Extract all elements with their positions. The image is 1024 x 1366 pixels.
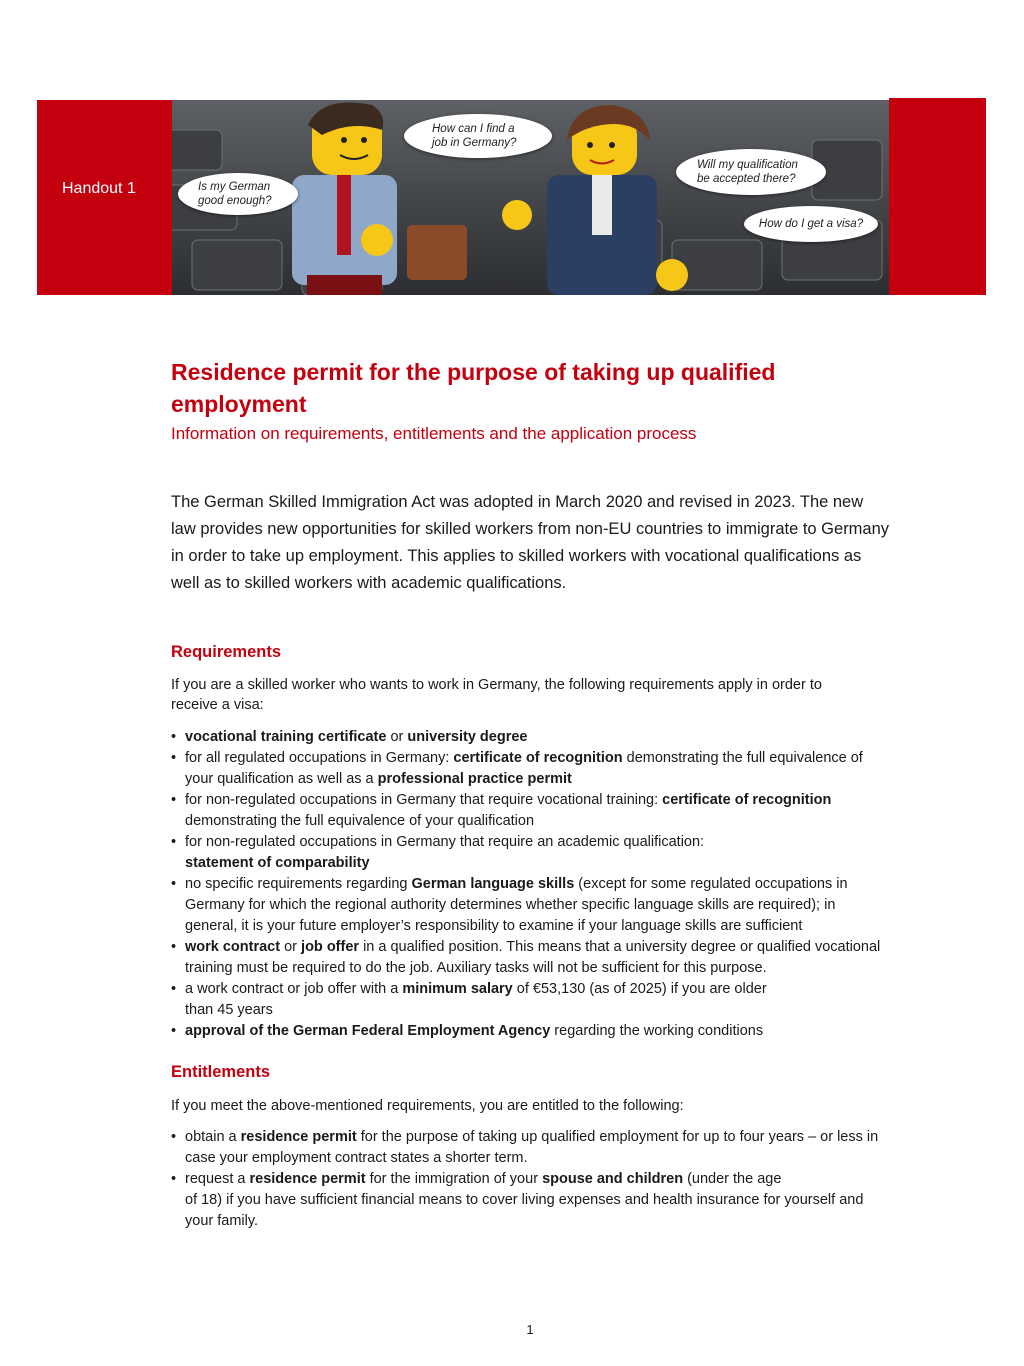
header-red-panel-left xyxy=(37,100,172,295)
list-item: • no specific requirements regarding German language skills (except for some regulated occupations in Germany for which the regional authority determines whether specific language skills are required); in general, it is your future employer’s responsibility to examine if your language skills are sufficient xyxy=(171,874,891,937)
speech-bubble-qualification: Will my qualification be accepted there? xyxy=(676,149,826,195)
requirements-intro: If you are a skilled worker who wants to work in Germany, the following requirements apply in order to receive a visa: xyxy=(171,677,822,713)
requirements-list xyxy=(171,727,891,1042)
handout-label: Handout 1 xyxy=(62,180,136,197)
list-item: • request a residence permit for the immigration of your spouse and children (under the age of 18) if you have sufficient financial means to cover living expenses and health insurance for yourself and your family. xyxy=(171,1169,891,1232)
entitlements-heading: Entitlements xyxy=(171,1063,271,1081)
list-item: • vocational training certificate or university degree xyxy=(171,727,891,748)
list-item: • obtain a residence permit for the purpose of taking up qualified employment for up to four years – or less in case your employment contract states a shorter term. xyxy=(171,1127,891,1169)
page-subtitle: Information on requirements, entitlements and the application process xyxy=(171,424,697,443)
list-item: • for non-regulated occupations in Germany that require an academic qualification: statement of comparability xyxy=(171,832,891,874)
list-item: • for all regulated occupations in Germany: certificate of recognition demonstrating the full equivalence of your qualification as well as a professional practice permit xyxy=(171,748,891,790)
entitlements-intro: If you meet the above-mentioned requirements, you are entitled to the following: xyxy=(171,1098,684,1114)
list-item: • approval of the German Federal Employment Agency regarding the working conditions xyxy=(171,1021,891,1042)
list-item: • a work contract or job offer with a minimum salary of €53,130 (as of 2025) if you are older than 45 years xyxy=(171,979,891,1021)
list-item: • work contract or job offer in a qualified position. This means that a university degree or qualified vocational training must be required to do the job. Auxiliary tasks will not be sufficient for this purpose. xyxy=(171,937,891,979)
header-image xyxy=(172,100,889,295)
entitlements-list xyxy=(171,1127,891,1232)
speech-bubble-german: Is my German good enough? xyxy=(178,173,298,215)
intro-paragraph: The German Skilled Immigration Act was adopted in March 2020 and revised in 2023. The new law provides new opportunities for skilled workers from non-EU countries to immigrate to Germany in order to take up employment. This applies to skilled workers with vocational qualifications as well as to skilled workers with academic qualifications. xyxy=(171,493,890,592)
requirements-heading: Requirements xyxy=(171,643,282,661)
list-item: • for non-regulated occupations in Germany that require vocational training: certificate of recognition demonstrating the full equivalence of your qualification xyxy=(171,790,891,832)
header-red-panel-right xyxy=(889,98,986,295)
page-title: Residence permit for the purpose of taking up qualified employment xyxy=(171,359,776,417)
page-number: 1 xyxy=(526,1322,534,1337)
speech-bubble-job: How can I find a job in Germany? xyxy=(404,114,552,158)
speech-bubble-visa: How do I get a visa? xyxy=(744,206,878,242)
